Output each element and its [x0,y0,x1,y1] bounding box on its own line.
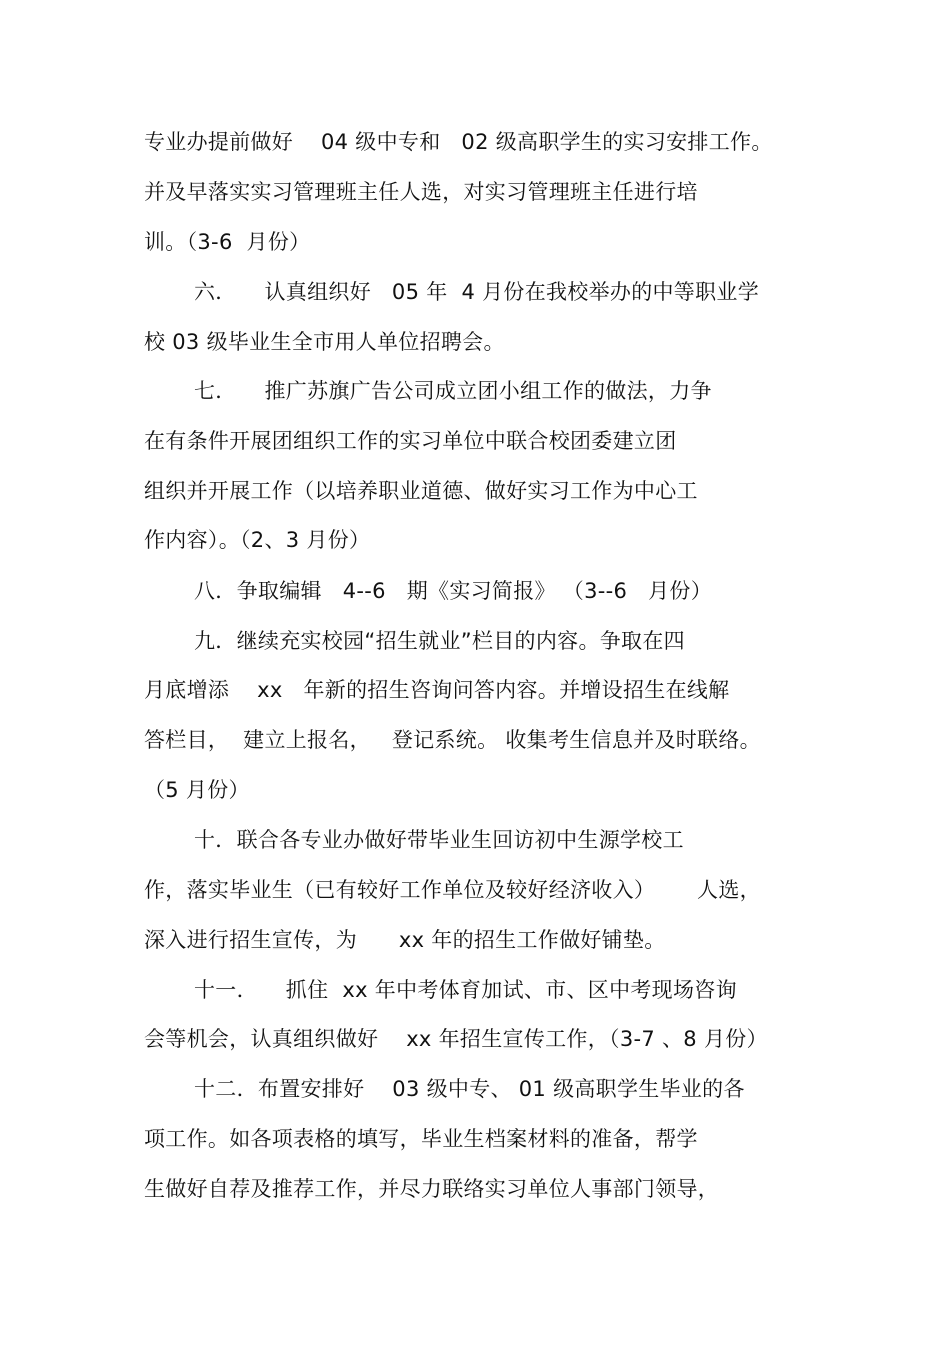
text-line: 并及早落实实习管理班主任人选，对实习管理班主任进行培 [144,180,698,204]
item-nine-heading-line: 九．继续充实校园“招生就业”栏目的内容。争取在四 [194,629,685,653]
text-line: 会等机会，认真组织做好 xx 年招生宣传工作，（3-7 、8 月份） [144,1027,768,1051]
text-line: 校 03 级毕业生全市用人单位招聘会。 [144,330,505,354]
item-six-heading-line: 六． 认真组织好 05 年 4 月份在我校举办的中等职业学 [194,280,760,304]
text-line: 专业办提前做好 04 级中专和 02 级高职学生的实习安排工作。 [144,130,773,154]
text-line: 作，落实毕业生（已有较好工作单位及较好经济收入） 人选， [144,878,761,902]
item-ten-heading-line: 十．联合各专业办做好带毕业生回访初中生源学校工 [194,828,684,852]
item-seven-heading-line: 七． 推广苏旗广告公司成立团小组工作的做法，力争 [194,379,712,403]
text-line: 项工作。如各项表格的填写，毕业生档案材料的准备，帮学 [144,1127,698,1151]
text-line: 作内容）。（2、3 月份） [144,528,371,552]
text-line: 训。（3-6 月份） [144,230,311,254]
text-line: 生做好自荐及推荐工作，并尽力联络实习单位人事部门领导， [144,1177,720,1201]
item-eight-line: 八．争取编辑 4--6 期《实习简报》 （3--6 月份） [194,579,713,603]
text-line: 答栏目， 建立上报名， 登记系统。 收集考生信息并及时联络。 [144,728,761,752]
text-line: 组织并开展工作（以培养职业道德、做好实习工作为中心工 [144,479,698,503]
item-eleven-heading-line: 十一． 抓住 xx 年中考体育加试、市、区中考现场咨询 [194,978,737,1002]
text-line: 在有条件开展团组织工作的实习单位中联合校团委建立团 [144,429,677,453]
text-line: 月底增添 xx 年新的招生咨询问答内容。并增设招生在线解 [144,678,730,702]
text-line: （5 月份） [144,778,250,802]
text-line: 深入进行招生宣传，为 xx 年的招生工作做好铺垫。 [144,928,666,952]
item-twelve-heading-line: 十二．布置安排好 03 级中专、 01 级高职学生毕业的各 [194,1077,745,1101]
